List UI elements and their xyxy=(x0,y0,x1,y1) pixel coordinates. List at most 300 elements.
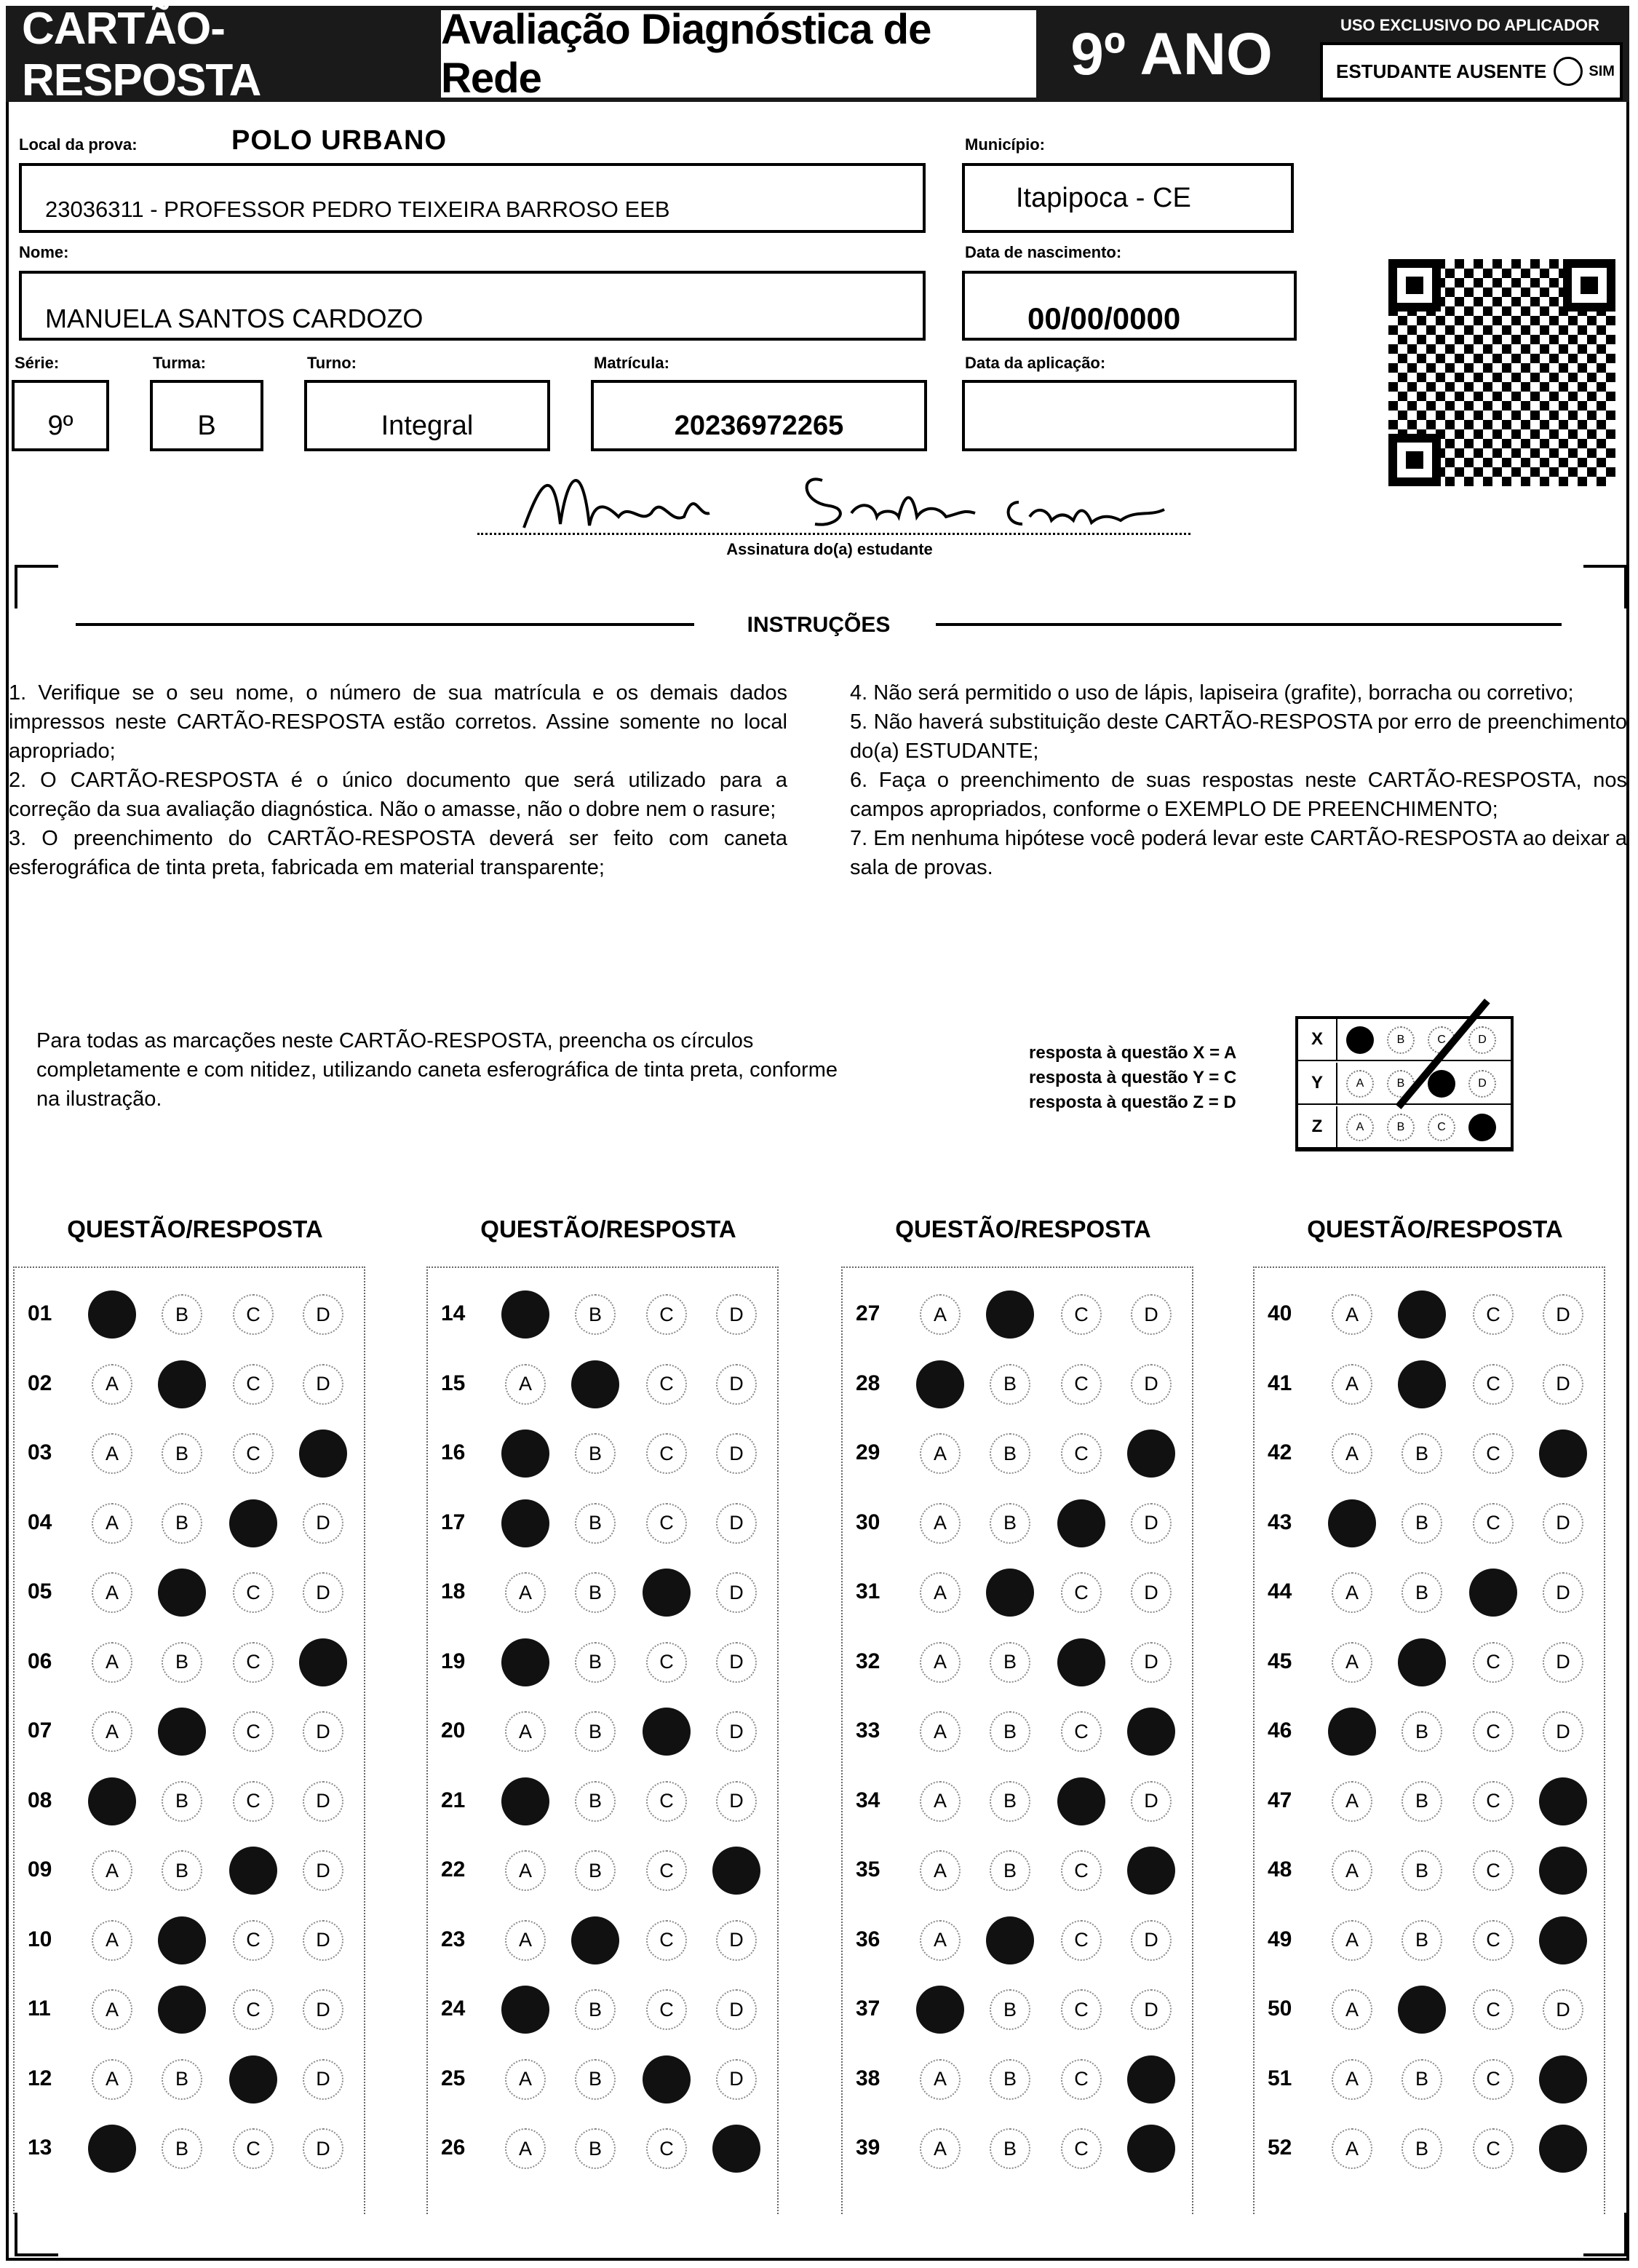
answer-bubble-b[interactable]: B xyxy=(1402,2059,1442,2100)
question-number: 47 xyxy=(1268,1788,1292,1812)
answer-bubble-b[interactable]: B xyxy=(1402,1711,1442,1752)
answer-bubble-b[interactable]: B xyxy=(990,1781,1030,1822)
answer-bubble-c[interactable]: C xyxy=(1473,1503,1514,1544)
answer-bubble-c[interactable]: C xyxy=(1473,1642,1514,1683)
answer-bubble-b[interactable]: B xyxy=(1402,1850,1442,1891)
answer-bubble-d[interactable] xyxy=(1127,1847,1175,1895)
answer-bubble-b[interactable] xyxy=(1398,1986,1446,2034)
answer-bubble-d[interactable]: D xyxy=(716,1920,757,1961)
question-number: 51 xyxy=(1268,2066,1292,2090)
answer-bubble-c[interactable] xyxy=(1057,1777,1105,1825)
answer-bubble-c[interactable]: C xyxy=(1061,1364,1102,1405)
answer-bubble-a[interactable]: A xyxy=(1332,1642,1372,1683)
answer-bubble-b[interactable]: B xyxy=(575,1642,616,1683)
serie-value: 9º xyxy=(47,410,73,441)
answer-bubble-c[interactable]: C xyxy=(233,1364,274,1405)
answer-bubble-b[interactable]: B xyxy=(1402,1503,1442,1544)
answer-bubble-c[interactable]: C xyxy=(646,1642,687,1683)
answer-bubble-d[interactable]: D xyxy=(1131,1572,1172,1613)
column-header: QUESTÃO/RESPOSTA xyxy=(480,1216,736,1242)
question-number: 07 xyxy=(28,1718,52,1742)
answer-bubble-c[interactable]: C xyxy=(1061,1989,1102,2030)
answer-bubble-b[interactable] xyxy=(1398,1360,1446,1408)
answer-bubble-d[interactable]: D xyxy=(303,1920,343,1961)
grade-title: 9º ANO xyxy=(1070,21,1273,87)
question-number: 17 xyxy=(441,1510,466,1534)
answer-bubble-d[interactable] xyxy=(1539,1916,1587,1964)
signature-line xyxy=(477,533,1190,535)
answer-bubble-a[interactable] xyxy=(916,1360,964,1408)
answer-bubble-a[interactable]: A xyxy=(1332,1989,1372,2030)
answer-bubble-d[interactable]: D xyxy=(716,1294,757,1335)
answer-bubble-c[interactable]: C xyxy=(233,1920,274,1961)
question-number: 44 xyxy=(1268,1579,1292,1603)
answer-bubble-a[interactable]: A xyxy=(505,1920,546,1961)
answer-bubble-b[interactable]: B xyxy=(1402,2128,1442,2169)
answer-bubble-b[interactable]: B xyxy=(990,1850,1030,1891)
answer-bubble-d[interactable]: D xyxy=(716,1642,757,1683)
answer-bubble-c[interactable] xyxy=(229,1847,277,1895)
answer-bubble-b[interactable]: B xyxy=(1402,1433,1442,1474)
answer-bubble-d[interactable]: D xyxy=(1543,1642,1583,1683)
answer-bubble-d[interactable] xyxy=(712,2125,760,2173)
answer-bubble-b[interactable]: B xyxy=(990,1711,1030,1752)
municipio-label: Município: xyxy=(965,135,1045,154)
answer-bubble-c[interactable] xyxy=(643,1708,691,1756)
answer-bubble-a[interactable]: A xyxy=(920,2059,961,2100)
signature-label: Assinatura do(a) estudante xyxy=(726,540,933,558)
answer-bubble-a[interactable]: A xyxy=(505,2059,546,2100)
question-number: 20 xyxy=(441,1718,466,1742)
answer-bubble-a[interactable]: A xyxy=(920,2128,961,2169)
answer-bubble-a[interactable]: A xyxy=(505,1711,546,1752)
question-number: 48 xyxy=(1268,1857,1292,1882)
question-number: 30 xyxy=(856,1510,880,1534)
answer-bubble-d[interactable] xyxy=(1539,1777,1587,1825)
question-number: 29 xyxy=(856,1440,880,1464)
instr-rule-left xyxy=(76,623,694,626)
bracket-bottom-left xyxy=(15,2213,58,2256)
answer-bubble-b[interactable] xyxy=(158,1569,206,1617)
example-bubble: A xyxy=(1346,1070,1374,1098)
answer-bubble-d[interactable] xyxy=(1127,1430,1175,1478)
answer-bubble-c[interactable]: C xyxy=(233,1433,274,1474)
answer-bubble-d[interactable] xyxy=(1539,2125,1587,2173)
example-bubble: C xyxy=(1428,1114,1455,1141)
question-number: 42 xyxy=(1268,1440,1292,1464)
answer-bubble-a[interactable]: A xyxy=(92,1850,132,1891)
signature xyxy=(509,444,1208,539)
answer-bubble-c[interactable]: C xyxy=(1061,1920,1102,1961)
answer-bubble-b[interactable]: B xyxy=(575,1503,616,1544)
example-bubble: B xyxy=(1387,1070,1415,1098)
answer-bubble-d[interactable]: D xyxy=(1131,1503,1172,1544)
absent-bubble[interactable] xyxy=(1554,57,1583,86)
answer-bubble-b[interactable] xyxy=(986,1290,1034,1339)
answer-bubble-b[interactable]: B xyxy=(990,1364,1030,1405)
instruction-6: 6. Faça o preenchimento de suas respostas neste CARTÃO-RESPOSTA, nos campos apropriados, conforme o EXEMPLO DE PREENCHIMENTO; xyxy=(850,769,1627,821)
answer-bubble-c[interactable]: C xyxy=(1473,2059,1514,2100)
answer-bubble-d[interactable]: D xyxy=(716,2059,757,2100)
answer-bubble-a[interactable]: A xyxy=(505,1572,546,1613)
serie-label: Série: xyxy=(15,354,60,372)
instructions-left xyxy=(9,678,787,882)
instruction-2: 2. O CARTÃO-RESPOSTA é o único documento que será utilizado para a correção da sua avaliação diagnóstica. Não o amasse, não o dobre nem o rasure; xyxy=(9,769,787,821)
answer-bubble-d[interactable] xyxy=(1539,2055,1587,2104)
answer-bubble-b[interactable] xyxy=(158,1708,206,1756)
answer-bubble-c[interactable]: C xyxy=(1473,1920,1514,1961)
matricula-value: 20236972265 xyxy=(674,410,844,441)
answer-bubble-b[interactable]: B xyxy=(575,1781,616,1822)
answer-bubble-c[interactable]: C xyxy=(1473,1781,1514,1822)
answer-bubble-a[interactable] xyxy=(1328,1708,1376,1756)
answer-bubble-d[interactable]: D xyxy=(303,1364,343,1405)
answer-bubble-c[interactable]: C xyxy=(233,1711,274,1752)
answer-bubble-a[interactable]: A xyxy=(1332,2128,1372,2169)
example-label-y: resposta à questão Y = C xyxy=(1029,1068,1237,1087)
answer-bubble-c[interactable]: C xyxy=(646,1989,687,2030)
answer-bubble-c[interactable]: C xyxy=(233,1572,274,1613)
question-number: 14 xyxy=(441,1301,466,1325)
answer-bubble-d[interactable]: D xyxy=(303,2128,343,2169)
answer-bubble-d[interactable]: D xyxy=(1543,1364,1583,1405)
answer-bubble-a[interactable] xyxy=(88,1777,136,1825)
answer-bubble-d[interactable]: D xyxy=(716,1433,757,1474)
answer-bubble-b[interactable]: B xyxy=(575,1850,616,1891)
question-number: 34 xyxy=(856,1788,880,1812)
qr-code xyxy=(1388,259,1615,486)
answer-bubble-d[interactable] xyxy=(299,1430,347,1478)
answer-bubble-d[interactable] xyxy=(1127,2125,1175,2173)
turno-value: Integral xyxy=(381,410,474,441)
question-number: 11 xyxy=(28,1997,51,2021)
answer-bubble-a[interactable]: A xyxy=(92,1572,132,1613)
question-number: 40 xyxy=(1268,1301,1292,1325)
answer-bubble-d[interactable] xyxy=(1539,1430,1587,1478)
answer-bubble-a[interactable]: A xyxy=(92,1989,132,2030)
answer-bubble-a[interactable]: A xyxy=(92,1920,132,1961)
answer-bubble-c[interactable]: C xyxy=(646,1364,687,1405)
answer-bubble-a[interactable]: A xyxy=(920,1572,961,1613)
answer-bubble-b[interactable]: B xyxy=(162,1642,202,1683)
question-number: 10 xyxy=(28,1927,52,1951)
example-bubble: C xyxy=(1428,1026,1455,1054)
answer-bubble-b[interactable] xyxy=(986,1569,1034,1617)
local-value: POLO URBANO xyxy=(231,125,447,156)
matricula-field xyxy=(591,380,927,451)
answer-bubble-b[interactable]: B xyxy=(162,1294,202,1335)
question-number: 06 xyxy=(28,1649,52,1673)
answer-bubble-c[interactable]: C xyxy=(646,1503,687,1544)
answer-bubble-a[interactable]: A xyxy=(920,1503,961,1544)
answer-bubble-c[interactable]: C xyxy=(1473,1850,1514,1891)
answer-bubble-d[interactable]: D xyxy=(303,1503,343,1544)
answer-bubble-c[interactable] xyxy=(643,2055,691,2104)
answer-bubble-d[interactable]: D xyxy=(716,1364,757,1405)
answer-bubble-d[interactable]: D xyxy=(1131,1364,1172,1405)
answer-bubble-a[interactable] xyxy=(501,1430,549,1478)
answer-bubble-d[interactable]: D xyxy=(303,1781,343,1822)
answer-bubble-d[interactable] xyxy=(299,1638,347,1686)
question-number: 03 xyxy=(28,1440,52,1464)
answer-bubble-c[interactable]: C xyxy=(646,1781,687,1822)
qr-finder-top-left xyxy=(1388,259,1441,312)
answer-bubble-d[interactable]: D xyxy=(1131,1294,1172,1335)
answer-bubble-c[interactable]: C xyxy=(1061,1433,1102,1474)
answer-bubble-b[interactable]: B xyxy=(162,1433,202,1474)
answer-bubble-d[interactable] xyxy=(712,1847,760,1895)
column-header: QUESTÃO/RESPOSTA xyxy=(895,1216,1151,1242)
instr-rule-right xyxy=(936,623,1562,626)
answer-bubble-a[interactable]: A xyxy=(1332,1850,1372,1891)
qr-finder-bottom-left xyxy=(1388,434,1441,486)
question-number: 23 xyxy=(441,1927,466,1951)
answer-bubble-a[interactable] xyxy=(501,1986,549,2034)
answer-bubble-b[interactable]: B xyxy=(162,1850,202,1891)
answer-bubble-b[interactable]: B xyxy=(162,1781,202,1822)
answer-bubble-c[interactable] xyxy=(229,2055,277,2104)
absent-option: SIM xyxy=(1589,63,1615,79)
answer-bubble-a[interactable]: A xyxy=(920,1711,961,1752)
example-bubble: D xyxy=(1468,1070,1496,1098)
absent-box xyxy=(1320,42,1623,100)
answer-bubble-c[interactable]: C xyxy=(1061,2128,1102,2169)
question-number: 31 xyxy=(856,1579,880,1603)
answer-bubble-a[interactable] xyxy=(1328,1499,1376,1547)
answer-bubble-b[interactable]: B xyxy=(990,1433,1030,1474)
answer-bubble-a[interactable]: A xyxy=(920,1781,961,1822)
answer-bubble-c[interactable]: C xyxy=(233,1294,274,1335)
answer-bubble-a[interactable]: A xyxy=(920,1642,961,1683)
question-number: 33 xyxy=(856,1718,880,1742)
answer-bubble-a[interactable]: A xyxy=(92,1433,132,1474)
answer-bubble-b[interactable] xyxy=(1398,1290,1446,1339)
answer-bubble-c[interactable]: C xyxy=(233,1781,274,1822)
bracket-top-left xyxy=(15,565,58,608)
question-number: 35 xyxy=(856,1857,880,1882)
answer-bubble-b[interactable]: B xyxy=(162,1503,202,1544)
instruction-4: 4. Não será permitido o uso de lápis, lapiseira (grafite), borracha ou corretivo; xyxy=(850,681,1574,705)
answer-bubble-a[interactable]: A xyxy=(1332,2059,1372,2100)
answer-bubble-a[interactable] xyxy=(501,1290,549,1339)
answer-bubble-c[interactable]: C xyxy=(1473,2128,1514,2169)
answer-bubble-a[interactable]: A xyxy=(505,1364,546,1405)
answer-bubble-a[interactable]: A xyxy=(92,1642,132,1683)
answer-bubble-d[interactable] xyxy=(1127,2055,1175,2104)
school-field xyxy=(19,163,926,233)
question-number: 25 xyxy=(441,2066,466,2090)
answer-bubble-c[interactable]: C xyxy=(646,1433,687,1474)
nome-value: MANUELA SANTOS CARDOZO xyxy=(45,304,424,333)
answer-bubble-b[interactable] xyxy=(158,1916,206,1964)
answer-bubble-d[interactable]: D xyxy=(303,1572,343,1613)
question-number: 05 xyxy=(28,1579,52,1603)
answer-bubble-d[interactable]: D xyxy=(303,1711,343,1752)
answer-bubble-c[interactable]: C xyxy=(646,2128,687,2169)
answer-bubble-d[interactable]: D xyxy=(1543,1711,1583,1752)
nasc-field xyxy=(962,271,1297,341)
question-number: 09 xyxy=(28,1857,52,1882)
answer-bubble-c[interactable]: C xyxy=(646,1294,687,1335)
answer-bubble-b[interactable]: B xyxy=(990,1503,1030,1544)
answer-bubble-a[interactable]: A xyxy=(1332,1294,1372,1335)
qr-finder-top-right xyxy=(1563,259,1615,312)
answer-bubble-c[interactable]: C xyxy=(1061,2059,1102,2100)
answer-bubble-b[interactable]: B xyxy=(990,2059,1030,2100)
answer-bubble-a[interactable]: A xyxy=(92,1503,132,1544)
answer-bubble-b[interactable] xyxy=(986,1916,1034,1964)
absent-label: ESTUDANTE AUSENTE xyxy=(1336,60,1547,82)
applicator-label: USO EXCLUSIVO DO APLICADOR xyxy=(1340,16,1600,34)
example-labels xyxy=(1029,1041,1276,1115)
answer-bubble-d[interactable]: D xyxy=(303,2059,343,2100)
question-number: 21 xyxy=(441,1788,466,1812)
answer-bubble-a[interactable]: A xyxy=(920,1850,961,1891)
question-number: 49 xyxy=(1268,1927,1292,1951)
answer-bubble-c[interactable] xyxy=(643,1569,691,1617)
answer-bubble-a[interactable] xyxy=(916,1986,964,2034)
answer-bubble-a[interactable]: A xyxy=(505,1850,546,1891)
answer-bubble-c[interactable]: C xyxy=(1061,1294,1102,1335)
answer-bubble-b[interactable]: B xyxy=(575,1989,616,2030)
answer-bubble-c[interactable]: C xyxy=(646,1920,687,1961)
question-number: 24 xyxy=(441,1997,466,2021)
answer-bubble-b[interactable]: B xyxy=(990,2128,1030,2169)
answer-bubble-d[interactable]: D xyxy=(1131,1920,1172,1961)
answer-bubble-a[interactable] xyxy=(88,2125,136,2173)
question-number: 36 xyxy=(856,1927,880,1951)
answer-bubble-b[interactable]: B xyxy=(575,1294,616,1335)
instructions-title: INSTRUÇÕES xyxy=(747,613,891,637)
answer-bubble-a[interactable]: A xyxy=(1332,1781,1372,1822)
answer-bubble-c[interactable]: C xyxy=(1473,1989,1514,2030)
answer-bubble-a[interactable]: A xyxy=(1332,1433,1372,1474)
answer-bubble-a[interactable] xyxy=(501,1499,549,1547)
answer-bubble-d[interactable]: D xyxy=(1543,1572,1583,1613)
question-number: 04 xyxy=(28,1510,52,1534)
answer-bubble-d[interactable]: D xyxy=(303,1294,343,1335)
answer-bubble-a[interactable]: A xyxy=(920,1433,961,1474)
answer-bubble-d[interactable]: D xyxy=(1131,1989,1172,2030)
answer-bubble-a[interactable]: A xyxy=(1332,1920,1372,1961)
answer-bubble-b[interactable]: B xyxy=(990,1642,1030,1683)
answer-bubble-b[interactable]: B xyxy=(990,1989,1030,2030)
answer-bubble-c[interactable]: C xyxy=(1473,1433,1514,1474)
answer-bubble-b[interactable]: B xyxy=(1402,1920,1442,1961)
bracket-bottom-right xyxy=(1583,2213,1627,2256)
answer-bubble-b[interactable]: B xyxy=(1402,1781,1442,1822)
answer-bubble-a[interactable]: A xyxy=(1332,1364,1372,1405)
turno-field xyxy=(304,380,550,451)
answer-bubble-b[interactable]: B xyxy=(575,1572,616,1613)
answer-bubble-c[interactable]: C xyxy=(1061,1572,1102,1613)
fill-instruction: Para todas as marcações neste CARTÃO-RESPOSTA, preencha os círculos completamente e com nitidez, utilizando caneta esferográfica de tinta preta, conforme na ilustração. xyxy=(36,1029,838,1111)
answer-bubble-a[interactable]: A xyxy=(92,2059,132,2100)
answer-bubble-d[interactable] xyxy=(1127,1708,1175,1756)
answer-bubble-d[interactable]: D xyxy=(303,1989,343,2030)
answer-bubble-d[interactable]: D xyxy=(1131,1781,1172,1822)
matricula-label: Matrícula: xyxy=(594,354,669,372)
answer-bubble-c[interactable]: C xyxy=(233,1642,274,1683)
answer-bubble-d[interactable]: D xyxy=(1543,1989,1583,2030)
example-bubble xyxy=(1346,1026,1374,1054)
turma-value: B xyxy=(197,410,216,441)
answer-bubble-b[interactable] xyxy=(158,1360,206,1408)
answer-bubble-c[interactable] xyxy=(1057,1499,1105,1547)
answer-bubble-c[interactable] xyxy=(1057,1638,1105,1686)
turma-field xyxy=(150,380,263,451)
question-number: 01 xyxy=(28,1301,52,1325)
answer-bubble-a[interactable] xyxy=(501,1777,549,1825)
answer-bubble-b[interactable]: B xyxy=(575,2059,616,2100)
answer-bubble-b[interactable]: B xyxy=(162,2128,202,2169)
column-header: QUESTÃO/RESPOSTA xyxy=(1307,1216,1563,1242)
answer-bubble-d[interactable]: D xyxy=(1131,1642,1172,1683)
answer-bubble-b[interactable] xyxy=(571,1360,619,1408)
answer-bubble-b[interactable]: B xyxy=(1402,1572,1442,1613)
answer-bubble-c[interactable]: C xyxy=(1473,1711,1514,1752)
answer-bubble-b[interactable] xyxy=(571,1916,619,1964)
answer-bubble-a[interactable]: A xyxy=(920,1920,961,1961)
answer-bubble-c[interactable]: C xyxy=(1061,1850,1102,1891)
answer-bubble-d[interactable]: D xyxy=(716,1503,757,1544)
nome-field xyxy=(19,271,926,341)
answer-bubble-c[interactable]: C xyxy=(233,2128,274,2169)
answer-bubble-d[interactable]: D xyxy=(1543,1503,1583,1544)
column-header: QUESTÃO/RESPOSTA xyxy=(67,1216,323,1242)
answer-bubble-b[interactable]: B xyxy=(162,2059,202,2100)
answer-bubble-c[interactable]: C xyxy=(233,1989,274,2030)
answer-bubble-a[interactable]: A xyxy=(920,1294,961,1335)
example-bubble: A xyxy=(1346,1114,1374,1141)
answer-bubble-a[interactable]: A xyxy=(1332,1572,1372,1613)
answer-bubble-d[interactable]: D xyxy=(716,1989,757,2030)
answer-bubble-a[interactable]: A xyxy=(92,1711,132,1752)
answer-bubble-a[interactable] xyxy=(501,1638,549,1686)
answer-bubble-b[interactable] xyxy=(158,1986,206,2034)
answer-bubble-b[interactable] xyxy=(1398,1638,1446,1686)
answer-bubble-d[interactable]: D xyxy=(716,1572,757,1613)
answer-bubble-c[interactable]: C xyxy=(646,1850,687,1891)
answer-bubble-b[interactable]: B xyxy=(575,1433,616,1474)
answer-bubble-d[interactable] xyxy=(1539,1847,1587,1895)
answer-bubble-c[interactable]: C xyxy=(1473,1294,1514,1335)
bracket-top-right xyxy=(1583,565,1627,608)
example-label-x: resposta à questão X = A xyxy=(1029,1043,1237,1063)
instruction-5: 5. Não haverá substituição deste CARTÃO-RESPOSTA por erro de preenchimento do(a) ESTUDANTE; xyxy=(850,710,1627,763)
answer-bubble-a[interactable]: A xyxy=(92,1364,132,1405)
answer-bubble-d[interactable]: D xyxy=(716,1781,757,1822)
example-bubble xyxy=(1468,1114,1496,1141)
question-number: 16 xyxy=(441,1440,466,1464)
nasc-label: Data de nascimento: xyxy=(965,243,1122,261)
answer-bubble-a[interactable] xyxy=(88,1290,136,1339)
answer-bubble-a[interactable]: A xyxy=(505,2128,546,2169)
answer-bubble-d[interactable]: D xyxy=(303,1850,343,1891)
answer-bubble-b[interactable]: B xyxy=(575,1711,616,1752)
answer-bubble-b[interactable]: B xyxy=(575,2128,616,2169)
answer-bubble-c[interactable]: C xyxy=(1473,1364,1514,1405)
answer-bubble-c[interactable]: C xyxy=(1061,1711,1102,1752)
answer-bubble-d[interactable]: D xyxy=(716,1711,757,1752)
question-number: 02 xyxy=(28,1371,52,1395)
question-number: 19 xyxy=(441,1649,466,1673)
serie-field xyxy=(12,380,109,451)
answer-bubble-c[interactable] xyxy=(1469,1569,1517,1617)
answer-bubble-c[interactable] xyxy=(229,1499,277,1547)
answer-bubble-d[interactable]: D xyxy=(1543,1294,1583,1335)
question-number: 52 xyxy=(1268,2136,1292,2160)
